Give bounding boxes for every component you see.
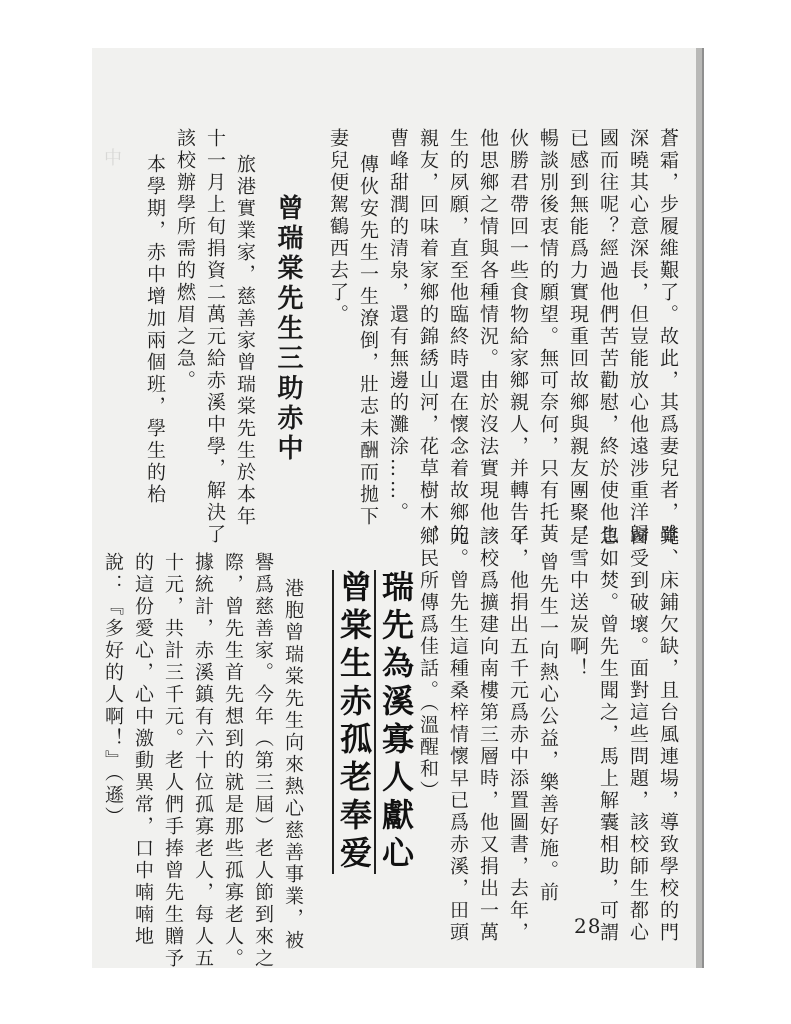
article1-column-12: 妻兒便駕鶴西去了。 (327, 128, 349, 326)
article1-column-7: 他思鄉之情與各種情況。由於沒法實現他一 (477, 128, 499, 546)
article2-body-column-7: 說：『多好的人啊！』（遜） (102, 552, 124, 829)
article2-body-column-1: 港胞曾瑞棠先生向來熱心慈善事業，被 (282, 578, 304, 952)
article1-column-15: 該校辦學所需的燃眉之急。 (174, 128, 196, 392)
article2-top-column-4: 是雪中送炭啊！ (567, 526, 589, 680)
article1-column-9: 親友，回味着家鄉的錦綉山河，花草樹木， (417, 128, 439, 546)
article2-top-column-6: 年，他捐出五千元爲赤中添置圖書，去年， (507, 526, 529, 944)
article1-column-3: 國而往呢？經過他們苦苦勸慰，終於使他也 (597, 128, 619, 546)
article1-column-6: 伙勝君帶回一些食物給家鄉親人，并轉告了 (507, 128, 529, 546)
article1-column-11: 傳伙安先生一生潦倒，壯志未酬而拋下 (357, 154, 379, 528)
article1-column-1: 蒼霜，步履維艱了。故此，其爲妻兒者，雖 (657, 128, 679, 546)
article1-column-5: 暢談別後衷情的願望。無可奈何，只有托黃 (537, 128, 559, 546)
page-number: 28 (574, 914, 602, 938)
article2-title-column-2: 曾棠生赤孤老奉爱 (332, 570, 376, 874)
article1-column-14: 十一月上旬捐資二萬元給赤溪中學，解決了 (204, 128, 226, 546)
article1-column-10: 曹峰甜潤的清泉，還有無邊的灘涂……。 (387, 128, 409, 524)
article1-column-13: 旅港實業家，慈善家曾瑞棠先生於本年 (234, 154, 256, 528)
article1-column-8: 生的夙願，直至他臨終時還在懷念着故鄉的 (447, 128, 469, 546)
article2-body-column-6: 的這份愛心，心中激動異常，口中喃喃地 (132, 552, 154, 948)
article2-title (332, 570, 414, 874)
article1-column-2: 深曉其心意深長，但豈能放心他遠涉重洋歸 (627, 128, 649, 546)
article2-top-column-5: 曾先生一向熱心公益，樂善好施。前 (537, 552, 559, 904)
book-page (92, 48, 702, 968)
article2-top-column-3: 急如焚。曾先生聞之，馬上解囊相助，可謂 (597, 526, 619, 944)
article2-body-column-2: 譽爲慈善家。今年（第三屆）老人節到來之 (252, 552, 274, 970)
article2-title-column-1: 瑞先為溪寡人獻心 (377, 570, 415, 874)
article2-top-column-7: 該校爲擴建向南樓第三層時，他又捐出一萬 (477, 526, 499, 944)
article1-column-4: 已感到無能爲力實現重回故鄉與親友團聚， (567, 128, 589, 546)
article2-body-column-5: 十元，共計三千元。老人們手捧曾先生贈予 (162, 552, 184, 970)
article1-column-16: 本學期，赤中增加兩個班，學生的枱 (144, 154, 166, 506)
article2-body-column-3: 際，曾先生首先想到的就是那些孤寡老人。 (222, 552, 244, 970)
article2-top-column-2: 窗受到破壞。面對這些問題，該校師生都心 (627, 526, 649, 944)
article2-top-column-9: 鄉民所傳爲佳話。（溫醒和） (417, 526, 439, 803)
bleed-through-text: 中 (101, 148, 122, 400)
article2-top-column-8: 元。曾先生這種桑梓情懷早已爲赤溪，田頭 (447, 526, 469, 944)
article1-title: 曾瑞棠先生三助赤中 (273, 194, 303, 464)
article2-body-column-4: 據統計，赤溪鎮有六十位孤寡老人，每人五 (192, 552, 214, 970)
article2-top-column-1: 凳、床鋪欠缺，且台風連場，導致學校的門 (657, 526, 679, 944)
